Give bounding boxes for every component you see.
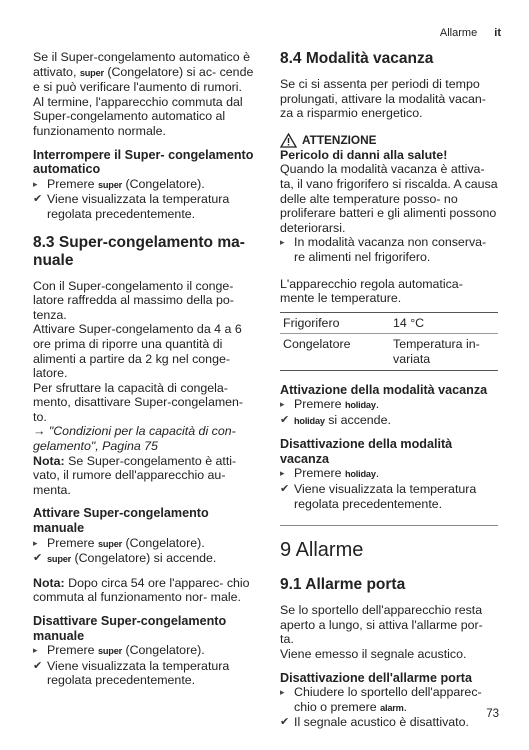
s91-paragraph-1: Se lo sportello dell'apparecchio resta aperto a lungo, si attiva l'allarme por- ta. <box>280 603 483 647</box>
activate-holiday-heading: Attivazione della modalità vacanza <box>280 382 488 397</box>
deactivate-holiday-result: ✔ Viene visualizzata la temperatura regolata precedentemente. <box>280 482 477 511</box>
step-arrow-icon: ▸ <box>33 178 38 189</box>
interrupt-heading: Interrompere il Super- congelamento automatico <box>33 147 254 177</box>
section-9-1-heading: 9.1 Allarme porta <box>280 576 406 594</box>
deactivate-alarm-step: ▸ Chiudere lo sportello dell'apparec- chio o premere alarm. <box>280 685 482 714</box>
right-column <box>280 50 498 730</box>
s83-paragraph-3: Per sfruttare la capacità di congela- mento, disattivare Super-congelamen- to. <box>33 380 244 424</box>
deactivate-result: ✔ Viene visualizzata la temperatura regolata precedentemente. <box>33 658 230 688</box>
intro-paragraph-1: Se il Super-congelamento automatico è attivato, super (Congelatore) si ac- cende e si può verificare l'aumento di rumori. <box>33 50 254 95</box>
step-arrow-icon: ▸ <box>280 687 285 698</box>
header-section: Allarme <box>439 27 478 39</box>
super-key-icon: super <box>97 538 122 549</box>
activate-note: Nota: Dopo circa 54 ore l'apparec- chio commuta al funzionamento nor- male. <box>33 575 250 605</box>
holiday-key-icon: holiday <box>344 400 376 411</box>
holiday-key-icon: holiday <box>344 469 376 480</box>
page-number: 73 <box>486 708 499 720</box>
activate-holiday-result: ✔ holiday si accende. <box>280 412 391 427</box>
super-key-icon: super <box>79 67 104 78</box>
super-key-icon: super <box>97 179 122 190</box>
activate-holiday-step: ▸ Premere holiday. <box>280 397 380 412</box>
deactivate-step: ▸ Premere super (Congelatore). <box>33 643 205 658</box>
warning-triangle-icon <box>280 133 297 148</box>
section-8-4-heading: 8.4 Modalità vacanza <box>280 50 434 67</box>
capacity-link[interactable]: → "Condizioni per la capacità di con- gelamento", Pagina 75 <box>33 424 236 454</box>
holiday-key-icon: holiday <box>294 415 325 426</box>
deactivate-alarm-heading: Disattivazione dell'allarme porta <box>280 670 472 685</box>
s84-paragraph: Se ci si assenta per periodi di tempo prolungati, attivare la modalità vacan- za a risparmio energetico. <box>280 77 486 121</box>
chapter-9-heading: 9 Allarme <box>280 539 364 562</box>
warning-step: ▸ In modalità vacanza non conserva- re alimenti nel frigorifero. <box>280 235 487 264</box>
s83-paragraph-2: Attivare Super-congelamento da 4 a 6 ore prima di riporre una quantità di alimenti a partire da 2 kg nel conge- latore. <box>33 322 242 381</box>
check-icon: ✔ <box>33 552 43 565</box>
running-header <box>440 27 501 39</box>
warning-text: Quando la modalità vacanza è attiva- ta, il vano frigorifero si riscalda. A causa delle alte temperature posso- no proliferare batteri e gli alimenti possono deteriorarsi. <box>280 162 498 235</box>
activate-result: ✔ super (Congelatore) si accende. <box>33 551 217 566</box>
step-arrow-icon: ▸ <box>280 237 285 248</box>
warning-label: ATTENZIONE <box>280 133 498 148</box>
auto-temperature-text: L'apparecchio regola automatica- mente le temperature. <box>280 276 463 306</box>
activate-step: ▸ Premere super (Congelatore). <box>33 535 205 550</box>
check-icon: ✔ <box>280 483 290 496</box>
deactivate-holiday-step: ▸ Premere holiday. <box>280 466 380 481</box>
deactivate-holiday-heading: Disattivazione della modalità vacanza <box>280 437 453 466</box>
table-cell-value: Temperatura in- variata <box>390 334 498 370</box>
section-8-3-heading: 8.3 Super-congelamento ma- nuale <box>33 233 245 269</box>
step-arrow-icon: ▸ <box>33 537 38 548</box>
check-icon: ✔ <box>280 716 290 729</box>
super-key-icon: super <box>97 646 122 657</box>
table-cell-zone: Frigorifero <box>280 312 390 334</box>
header-language: it <box>494 27 501 39</box>
s83-paragraph-1: Con il Super-congelamento il conge- latore raffredda al massimo della po- tenza. <box>33 278 234 322</box>
table-row <box>280 334 498 370</box>
table-row <box>280 312 498 334</box>
check-icon: ✔ <box>33 193 43 206</box>
warning-subtitle: Pericolo di danni alla salute! <box>280 147 448 162</box>
check-icon: ✔ <box>280 413 290 426</box>
interrupt-step: ▸ Premere super (Congelatore). <box>33 176 205 191</box>
super-key-icon: super <box>47 554 72 565</box>
temperature-table <box>280 312 498 371</box>
interrupt-result: ✔ Viene visualizzata la temperatura regolata precedentemente. <box>33 192 230 221</box>
deactivate-heading: Disattivare Super-congelamento manuale <box>33 614 227 643</box>
alarm-key-icon: alarm <box>380 702 404 713</box>
step-arrow-icon: ▸ <box>280 399 285 410</box>
check-icon: ✔ <box>33 659 43 672</box>
step-arrow-icon: ▸ <box>280 468 285 479</box>
deactivate-alarm-result: ✔ Il segnale acustico è disattivato. <box>280 715 469 730</box>
left-column <box>33 50 255 688</box>
table-cell-value: 14 °C <box>390 312 498 334</box>
activate-heading: Attivare Super-congelamento manuale <box>33 506 209 536</box>
step-arrow-icon: ▸ <box>33 645 38 656</box>
intro-paragraph-2: Al termine, l'apparecchio commuta dal Super-congelamento automatico al funzionamento normale. <box>33 94 243 138</box>
table-cell-zone: Congelatore <box>280 334 390 370</box>
s83-note: Nota: Se Super-congelamento è atti- vato, il rumore dell'apparecchio au- menta. <box>33 453 237 497</box>
s91-paragraph-2: Viene emesso il segnale acustico. <box>280 647 467 662</box>
